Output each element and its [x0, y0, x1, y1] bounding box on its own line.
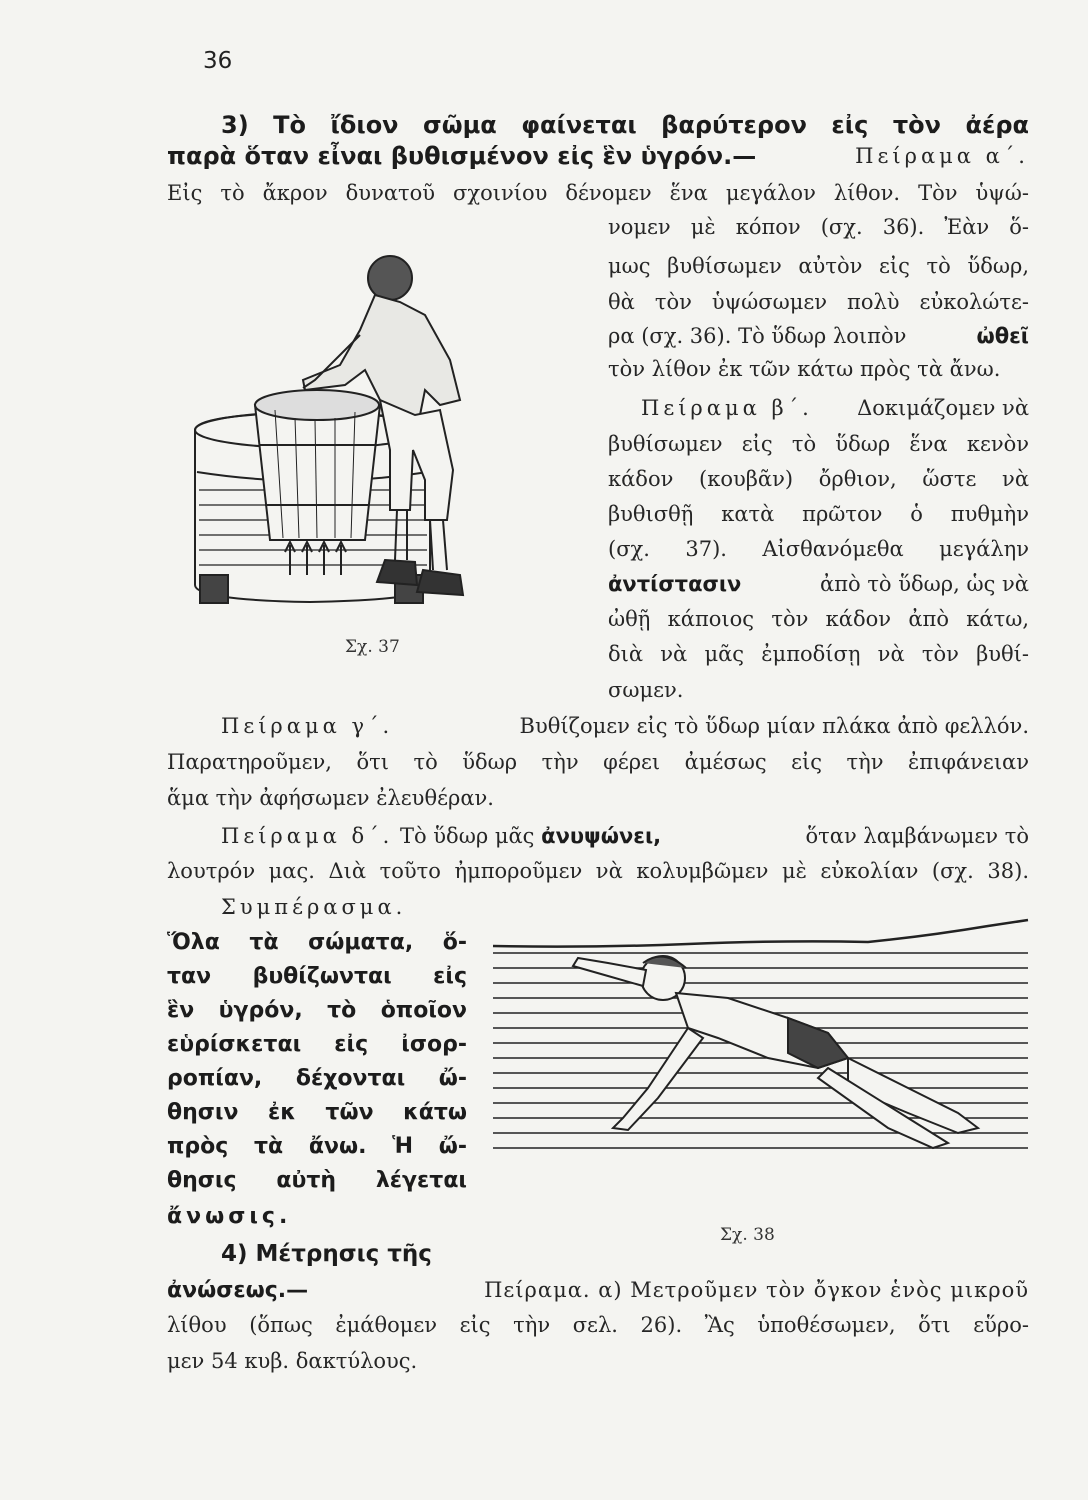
conclusion-term: ἄνωσις.	[167, 1204, 292, 1229]
experiment-b-label: Πείραμα β΄.	[641, 396, 813, 420]
section4-line-2-rest: Πείραμα. α) Μετροῦμεν τὸν ὄγκον ἑνὸς μικροῦ	[484, 1278, 1029, 1302]
figure-37-caption: Σχ. 37	[345, 637, 400, 657]
conclusion-line-5: ροπίαν, δέχονται ὤ-	[167, 1066, 467, 1091]
resistance-bold: ἀντίστασιν	[608, 572, 742, 596]
conclusion-label: Συμπέρασμα.	[221, 895, 407, 919]
section3-line-2: νομεν μὲ κόπον (σχ. 36). Ἐὰν ὅ-	[608, 215, 1029, 239]
page-number: 36	[203, 48, 233, 74]
experiment-c-label: Πείραμα γ΄.	[221, 714, 394, 738]
experiment-d-line-2: λουτρόν μας. Διὰ τοῦτο ἠμποροῦμεν νὰ κολυμβῶμεν μὲ εὐκολίαν (σχ. 38).	[167, 859, 1029, 883]
experiment-c-line-2: Παρατηροῦμεν, ὅτι τὸ ὕδωρ τὴν φέρει ἀμέσως εἰς τὴν ἐπιφάνειαν	[167, 750, 1029, 774]
experiment-d-label: Πείραμα δ΄.	[221, 824, 394, 848]
experiment-d-post: ὅταν λαμβάνωμεν τὸ	[805, 824, 1029, 848]
section3-line-1: Εἰς τὸ ἄκρον δυνατοῦ σχοινίου δένομεν ἕνα μεγάλον λίθον. Τὸν ὑψώ-	[167, 181, 1029, 205]
experiment-c-line-3: ἅμα τὴν ἀφήσωμεν ἐλευθέραν.	[167, 786, 494, 810]
experiment-b-line-6	[608, 571, 1029, 597]
section4-line-2	[167, 1277, 1029, 1304]
conclusion-line-8: θησις αὐτὴ λέγεται	[167, 1168, 467, 1193]
experiment-b-line-3: κάδον (κουβᾶν) ὄρθιον, ὥστε νὰ	[608, 467, 1029, 491]
experiment-c-line-1	[221, 713, 1029, 739]
experiment-d-line-1	[221, 823, 1029, 849]
section3-line-5-text: ρα (σχ. 36). Τὸ ὕδωρ λοιπὸν	[608, 324, 907, 348]
section3-line-4: θὰ τὸν ὑψώσωμεν πολὺ εὐκολώτε-	[608, 290, 1029, 314]
lifts-bold: ἀνυψώνει,	[541, 824, 662, 848]
experiment-b-line-6-text: ἀπὸ τὸ ὕδωρ, ὡς νὰ	[820, 572, 1029, 596]
section4-line-4: μεν 54 κυβ. δακτύλους.	[167, 1349, 418, 1373]
experiment-a-label: Πείραμα α΄.	[855, 144, 1029, 168]
conclusion-line-3: ἓν ὑγρόν, τὸ ὁποῖον	[167, 998, 467, 1023]
section3-heading-bold: παρὰ ὅταν εἶναι βυθισμένον εἰς ἓν ὑγρόν.—	[167, 142, 757, 170]
section3-line-6: τὸν λίθον ἐκ τῶν κάτω πρὸς τὰ ἄνω.	[608, 357, 1001, 381]
experiment-d-pre: Τὸ ὕδωρ μᾶς	[399, 824, 535, 848]
conclusion-line-7: πρὸς τὰ ἄνω. Ἡ ὤ-	[167, 1134, 467, 1159]
buoyancy-bold: ἀνώσεως.—	[167, 1278, 309, 1303]
section3-line-5	[608, 323, 1029, 349]
pushes-bold: ὠθεῖ	[976, 324, 1029, 348]
experiment-b-line-5: (σχ. 37). Αἰσθανόμεθα μεγάλην	[608, 537, 1029, 561]
experiment-b-line-2: βυθίσωμεν εἰς τὸ ὕδωρ ἕνα κενὸν	[608, 432, 1029, 456]
section4-line-3: λίθου (ὅπως ἐμάθομεν εἰς τὴν σελ. 26). Ἂς ὑποθέσωμεν, ὅτι εὕρο-	[167, 1313, 1029, 1337]
experiment-b-line-4: βυθισθῇ κατὰ πρῶτον ὁ πυθμὴν	[608, 502, 1029, 526]
section3-heading-line2	[167, 143, 1029, 170]
figure-38-caption: Σχ. 38	[720, 1225, 775, 1245]
experiment-b-line-8: διὰ νὰ μᾶς ἐμποδίσῃ νὰ τὸν βυθί-	[608, 642, 1029, 666]
experiment-b-line-9: σωμεν.	[608, 678, 684, 702]
section4-heading-line1: 4) Μέτρησις τῆς	[221, 1241, 432, 1267]
conclusion-line-2: ταν βυθίζωνται εἰς	[167, 964, 467, 989]
conclusion-line-6: θησιν ἐκ τῶν κάτω	[167, 1100, 467, 1125]
conclusion-line-4: εὑρίσκεται εἰς ἰσορ-	[167, 1032, 467, 1057]
experiment-b-line-1-text: Δοκιμάζομεν νὰ	[857, 396, 1029, 420]
conclusion-line-1: Ὅλα τὰ σώματα, ὅ-	[167, 930, 467, 955]
section3-line-3: μως βυθίσωμεν αὐτὸν εἰς τὸ ὕδωρ,	[608, 254, 1029, 278]
section3-heading-line1: 3) Τὸ ἴδιον σῶμα φαίνεται βαρύτερον εἰς τὸν ἀέρα	[221, 111, 1029, 139]
experiment-b-line-1	[641, 395, 1029, 421]
figure-37-illustration	[185, 240, 565, 630]
experiment-b-line-7: ὠθῇ κάποιος τὸν κάδον ἀπὸ κάτω,	[608, 607, 1029, 631]
figure-38-illustration	[488, 918, 1033, 1178]
experiment-c-line-1-text: Βυθίζομεν εἰς τὸ ὕδωρ μίαν πλάκα ἀπὸ φελλόν.	[519, 714, 1029, 738]
